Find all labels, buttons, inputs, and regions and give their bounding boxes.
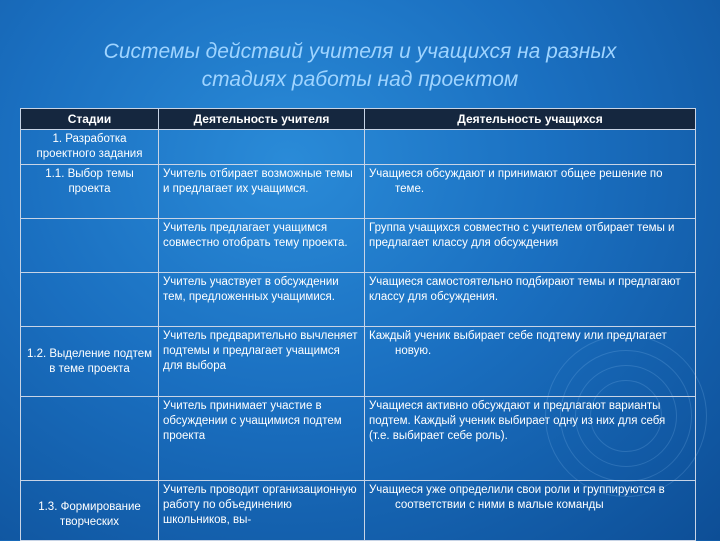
stage-cell xyxy=(21,397,159,481)
students-text: Каждый ученик выбирает себе подтему или предлагает новую. xyxy=(369,330,667,357)
table-row xyxy=(21,327,696,397)
stage-cell xyxy=(21,273,159,327)
students-text-line-1: Учащиеся активно обсуждают и предлагают варианты xyxy=(369,400,661,412)
students-text: Учащиеся обсуждают и принимают общее решение по теме. xyxy=(369,168,663,195)
teacher-cell: Учитель предварительно вычленяет подтемы и предлагает учащимся для выбора xyxy=(159,327,365,397)
title-line-1: Системы действий учителя и учащихся на разных xyxy=(103,40,617,63)
students-cell xyxy=(365,130,696,165)
table-header-row xyxy=(21,109,696,130)
stage-cell xyxy=(21,481,159,541)
table-row xyxy=(21,273,696,327)
stage-text: 1.3. Формирование творческих xyxy=(38,500,141,528)
header-teacher: Деятельность учителя xyxy=(159,109,365,130)
students-text-line-3: (т.е. выбирает себе роль). xyxy=(369,430,508,442)
stage-cell xyxy=(21,327,159,397)
stage-cell: 1.1. Выбор темы проекта xyxy=(21,165,159,219)
teacher-cell: Учитель принимает участие в обсуждении с учащимися подтем проекта xyxy=(159,397,365,481)
header-stages: Стадии xyxy=(21,109,159,130)
table-row xyxy=(21,481,696,541)
teacher-cell: Учитель предлагает учащимся совместно отобрать тему проекта. xyxy=(159,219,365,273)
teacher-cell xyxy=(159,130,365,165)
slide-title xyxy=(0,38,720,94)
students-cell: Учащиеся самостоятельно подбирают темы и предлагают классу для обсуждения. xyxy=(365,273,696,327)
stages-table xyxy=(20,108,696,541)
table-row xyxy=(21,130,696,165)
teacher-cell: Учитель отбирает возможные темы и предлагает их учащимся. xyxy=(159,165,365,219)
students-text-line-2: подтем. Каждый ученик выбирает одну из них для себя xyxy=(369,415,666,427)
table-row xyxy=(21,165,696,219)
title-line-2: стадиях работы над проектом xyxy=(201,68,519,91)
teacher-cell: Учитель участвует в обсуждении тем, предложенных учащимися. xyxy=(159,273,365,327)
header-students: Деятельность учащихся xyxy=(365,109,696,130)
stage-text: 1.2. Выделение подтем в теме проекта xyxy=(26,347,153,375)
students-text: Учащиеся уже определили свои роли и группируются в соответствии с ними в малые команды xyxy=(369,484,665,511)
students-cell xyxy=(365,481,696,541)
students-cell xyxy=(365,327,696,397)
table-row xyxy=(21,397,696,481)
stage-cell xyxy=(21,219,159,273)
students-cell: Группа учащихся совместно с учителем отбирает темы и предлагает классу для обсуждения xyxy=(365,219,696,273)
students-cell xyxy=(365,397,696,481)
students-cell xyxy=(365,165,696,219)
table-row xyxy=(21,219,696,273)
teacher-cell: Учитель проводит организационную работу по объединению школьников, вы- xyxy=(159,481,365,541)
stage-cell: 1. Разработка проектного задания xyxy=(21,130,159,165)
